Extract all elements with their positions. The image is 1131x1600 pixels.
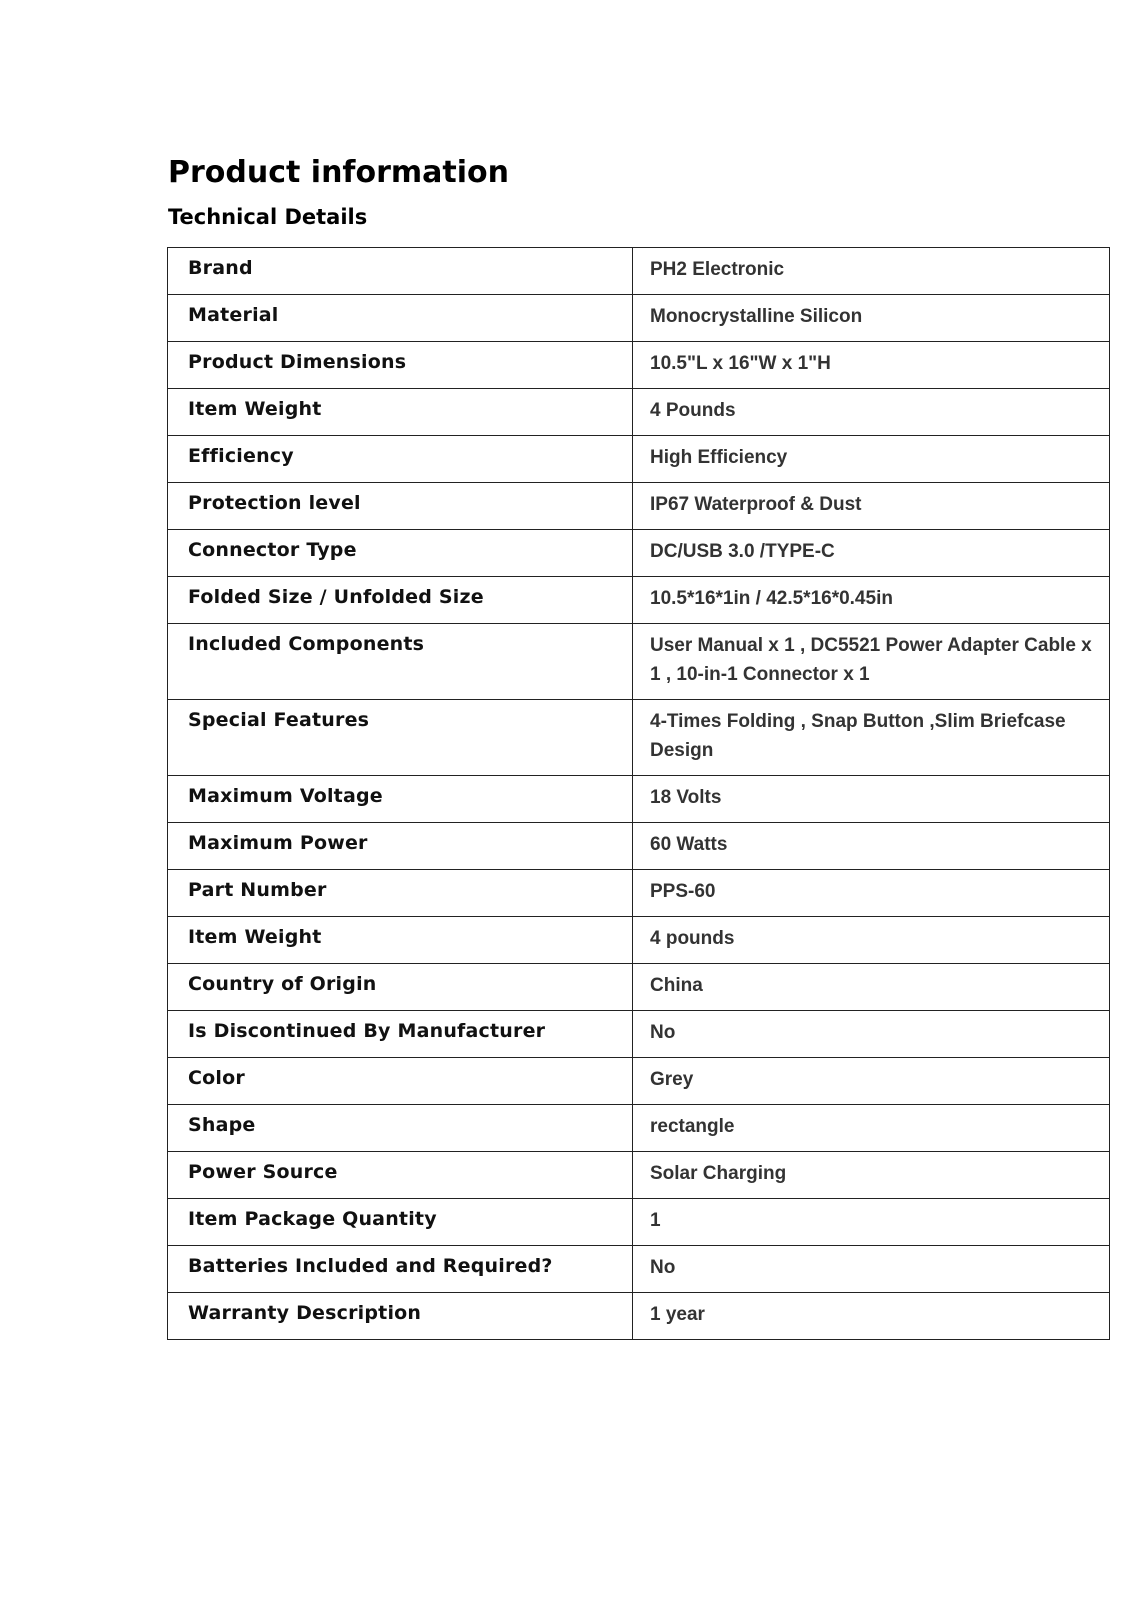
table-row (168, 624, 1110, 700)
detail-value: PPS-60 (633, 870, 1110, 917)
detail-value: Monocrystalline Silicon (633, 295, 1110, 342)
detail-value: 10.5"L x 16"W x 1"H (633, 342, 1110, 389)
table-row (168, 1152, 1110, 1199)
detail-key: Part Number (168, 870, 633, 917)
table-row (168, 1246, 1110, 1293)
detail-key: Special Features (168, 700, 633, 776)
detail-value: IP67 Waterproof & Dust (633, 483, 1110, 530)
detail-key: Color (168, 1058, 633, 1105)
detail-key: Protection level (168, 483, 633, 530)
detail-value: User Manual x 1 , DC5521 Power Adapter Cable x 1 , 10-in-1 Connector x 1 (633, 624, 1110, 700)
table-row (168, 248, 1110, 295)
detail-value: No (633, 1246, 1110, 1293)
page-title: Product information (168, 155, 509, 190)
detail-key: Item Package Quantity (168, 1199, 633, 1246)
detail-value: DC/USB 3.0 /TYPE-C (633, 530, 1110, 577)
detail-value: High Efficiency (633, 436, 1110, 483)
detail-key: Material (168, 295, 633, 342)
table-row (168, 483, 1110, 530)
detail-key: Warranty Description (168, 1293, 633, 1340)
detail-value: 4 Pounds (633, 389, 1110, 436)
table-row (168, 870, 1110, 917)
detail-value: Grey (633, 1058, 1110, 1105)
table-row (168, 342, 1110, 389)
table-row (168, 1105, 1110, 1152)
detail-value: 4-Times Folding , Snap Button ,Slim Briefcase Design (633, 700, 1110, 776)
detail-key: Country of Origin (168, 964, 633, 1011)
table-row (168, 1011, 1110, 1058)
table-row (168, 577, 1110, 624)
detail-value: 18 Volts (633, 776, 1110, 823)
detail-key: Brand (168, 248, 633, 295)
detail-key: Folded Size / Unfolded Size (168, 577, 633, 624)
table-row (168, 1293, 1110, 1340)
detail-key: Item Weight (168, 389, 633, 436)
table-row (168, 1058, 1110, 1105)
detail-key: Efficiency (168, 436, 633, 483)
detail-value: PH2 Electronic (633, 248, 1110, 295)
detail-value: 1 (633, 1199, 1110, 1246)
detail-value: 60 Watts (633, 823, 1110, 870)
detail-key: Shape (168, 1105, 633, 1152)
detail-value: No (633, 1011, 1110, 1058)
detail-key: Item Weight (168, 917, 633, 964)
detail-value: 4 pounds (633, 917, 1110, 964)
detail-key: Is Discontinued By Manufacturer (168, 1011, 633, 1058)
detail-key: Product Dimensions (168, 342, 633, 389)
table-row (168, 776, 1110, 823)
table-row (168, 436, 1110, 483)
table-row (168, 530, 1110, 577)
detail-value: China (633, 964, 1110, 1011)
detail-value: rectangle (633, 1105, 1110, 1152)
detail-value: 10.5*16*1in / 42.5*16*0.45in (633, 577, 1110, 624)
detail-key: Maximum Voltage (168, 776, 633, 823)
detail-key: Included Components (168, 624, 633, 700)
table-row (168, 823, 1110, 870)
detail-key: Power Source (168, 1152, 633, 1199)
detail-key: Maximum Power (168, 823, 633, 870)
technical-details-table (167, 247, 1110, 1340)
detail-key: Batteries Included and Required? (168, 1246, 633, 1293)
detail-value: Solar Charging (633, 1152, 1110, 1199)
section-title: Technical Details (168, 205, 368, 229)
table-row (168, 1199, 1110, 1246)
detail-value: 1 year (633, 1293, 1110, 1340)
table-row (168, 295, 1110, 342)
table-row (168, 389, 1110, 436)
table-row (168, 964, 1110, 1011)
table-row (168, 917, 1110, 964)
detail-key: Connector Type (168, 530, 633, 577)
table-row (168, 700, 1110, 776)
